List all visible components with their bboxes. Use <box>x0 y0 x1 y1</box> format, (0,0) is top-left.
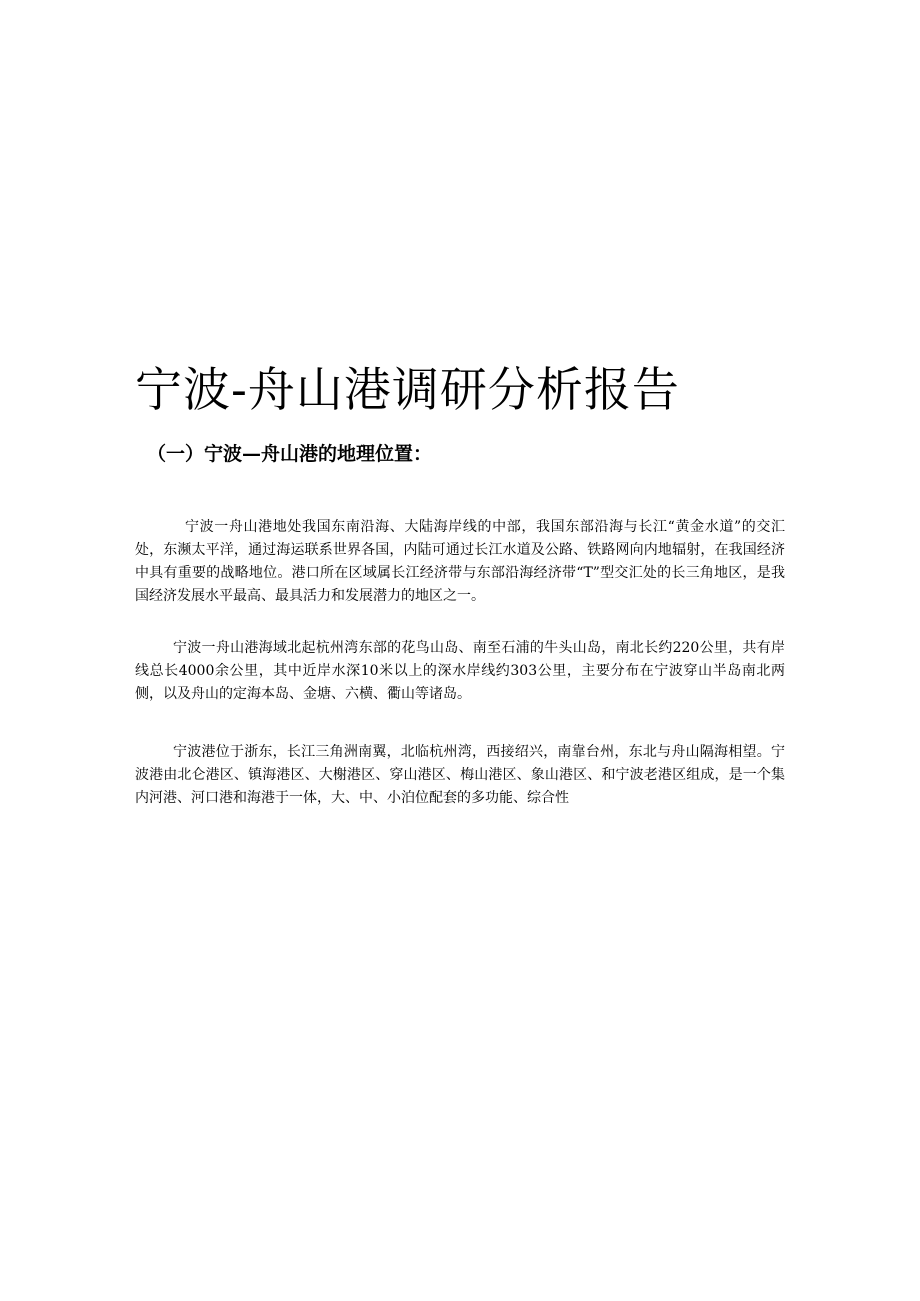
paragraph-sea-area: 宁波一舟山港海域北起杭州湾东部的花鸟山岛、南至石浦的牛头山岛，南北长约220公里，共有岸线总长4000余公里，其中近岸水深10米以上的深水岸线约303公里，主要分布在宁波穿山半岛南北两侧，以及舟山的定海本岛、金塘、六横、衢山等诸岛。 <box>135 640 785 702</box>
document-title: 宁波-舟山港调研分析报告 <box>135 363 680 418</box>
paragraph-geography: 宁波一舟山港地处我国东南沿海、大陆海岸线的中部，我国东部沿海与长江“黄金水道”的交汇处，东濒太平洋，通过海运联系世界各国，内陆可通过长江水道及公路、铁路网向内地辐射，在我国经济中具有重要的战略地位。港口所在区域属长江经济带与东部沿海经济带“T”型交汇处的长三角地区，是我国经济发展水平最高、最具活力和发展潜力的地区之一。 <box>135 519 785 604</box>
paragraph-ningbo-port: 宁波港位于浙东，长江三角洲南翼，北临杭州湾，西接绍兴，南靠台州，东北与舟山隔海相望。宁波港由北仑港区、镇海港区、大榭港区、穿山港区、梅山港区、象山港区、和宁波老港区组成，是一个集内河港、河口港和海港于一体，大、中、小泊位配套的多功能、综合性 <box>135 744 785 806</box>
section-heading: （一）宁波—舟山港的地理位置： <box>147 443 433 465</box>
